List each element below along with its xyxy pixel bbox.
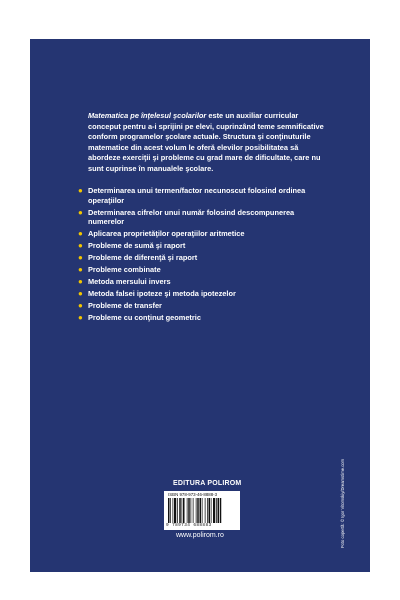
back-cover <box>30 39 370 572</box>
topic-item: ● Probleme de sumă şi raport <box>78 241 186 251</box>
topic-item: ● Metoda mersului invers <box>78 277 171 287</box>
bullet-icon: ● <box>78 241 83 251</box>
topic-item: ● Probleme de diferenţă şi raport <box>78 253 198 263</box>
topic-item: ● Metoda falsei ipoteze şi metoda ipotezelor <box>78 289 236 299</box>
isbn-text: ISBN 978-973-46-8888-3 <box>168 492 218 497</box>
bullet-icon: ● <box>78 277 83 287</box>
topic-item: ● Determinarea cifrelor unui număr folosind descompunerea numerelor <box>78 207 295 227</box>
bullet-icon: ● <box>78 313 83 323</box>
book-title-italic: Matematica pe înţelesul şcolarilor <box>88 111 207 120</box>
publisher-website: www.polirom.ro <box>176 532 224 539</box>
bullet-icon: ● <box>78 253 83 263</box>
bullet-icon: ● <box>78 186 83 195</box>
barcode <box>164 491 240 530</box>
bullet-icon: ● <box>78 229 83 239</box>
topic-item: ● Probleme combinate <box>78 265 161 275</box>
topic-list <box>78 186 328 325</box>
topic-item: ● Aplicarea proprietăţilor operaţiilor aritmetice <box>78 229 245 239</box>
barcode-digits: 9 789734 688883 <box>166 523 212 528</box>
photo-credit: Foto copertă: © Igor Vitomskiy/Dreamstime.com <box>340 458 345 548</box>
publisher-name: EDITURA POLIROM <box>173 480 242 487</box>
barcode-bars <box>168 498 236 523</box>
intro-text: este un auxiliar curricular conceput pentru a-i sprijini pe elevi, cuprinzând teme semnificative conform programelor şcolare actuale. Structura şi conţinuturile matematice din acest volum le oferă elevilor posibilitatea să abordeze exerciţii şi probleme cu grad mare de dificultate, care nu sunt cuprinse în manualele şcolare. <box>88 111 324 173</box>
bullet-icon: ● <box>78 207 83 217</box>
bullet-icon: ● <box>78 265 83 275</box>
intro-paragraph <box>88 111 324 175</box>
topic-item: ● Determinarea unui termen/factor necunoscut folosind ordinea operaţiilor <box>78 186 306 205</box>
bullet-icon: ● <box>78 289 83 299</box>
topic-item: ● Probleme de transfer <box>78 301 162 311</box>
topic-item: ● Probleme cu conţinut geometric <box>78 313 201 323</box>
bullet-icon: ● <box>78 301 83 311</box>
